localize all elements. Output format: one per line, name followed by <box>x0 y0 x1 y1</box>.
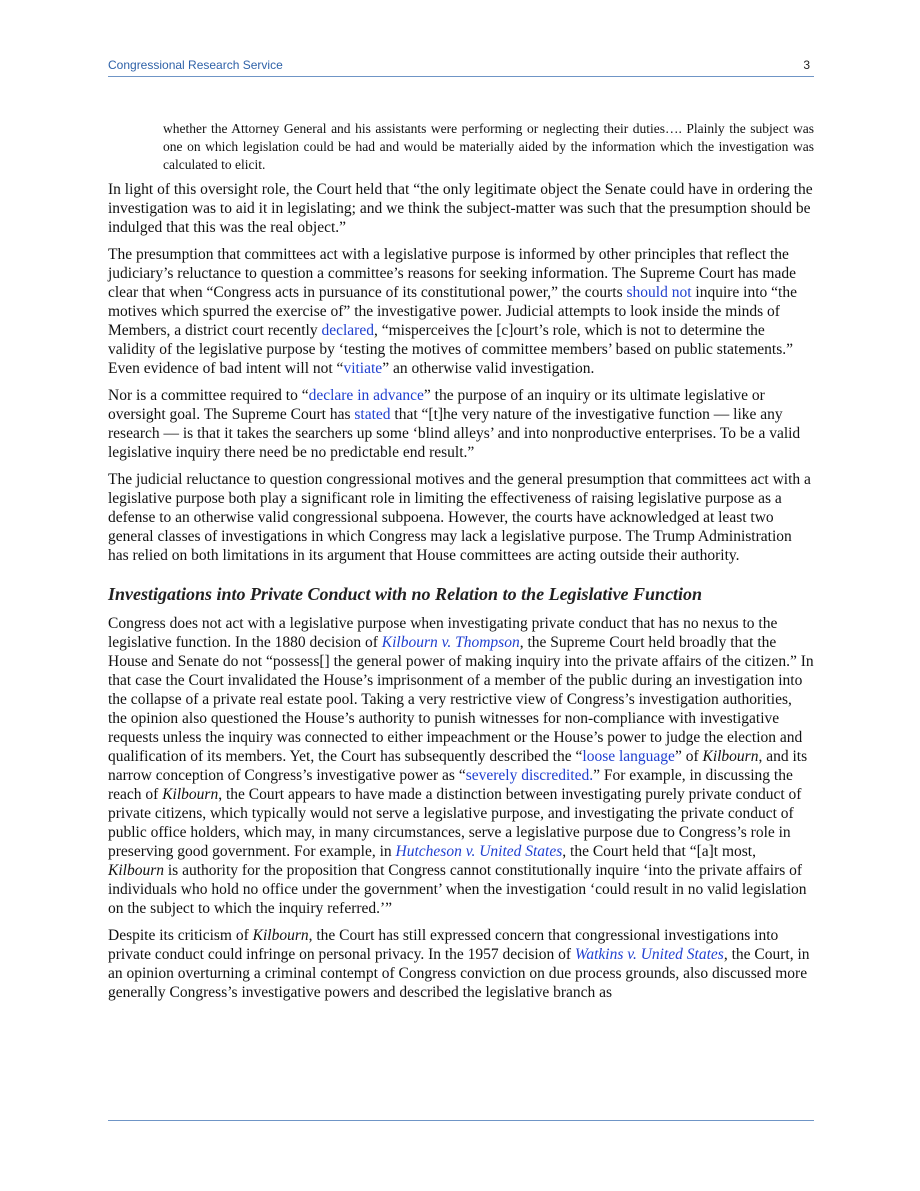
text-segment: , the Court held that “[a]t most, <box>562 843 756 860</box>
paragraph-3 <box>108 386 814 462</box>
text-segment: , the Court, in an opinion overturning a criminal contempt of Congress conviction on due process grounds, also discussed more generally Congress’s investigative powers and described the legislative branch as <box>108 946 810 1001</box>
text-segment: is authority for the proposition that Congress cannot constitutionally inquire ‘into the private affairs of individuals who hold no office under the government’ when the investigation ‘could result in no valid legislation on the subject to which the inquiry referred.’” <box>108 862 807 917</box>
text-segment: The presumption that committees act with a legislative purpose is informed by other principles that reflect the judiciary’s reluctance to question a committee’s reasons for seeking information. The Supreme Court has made clear that when “Congress acts in pursuance of its constitutional power,” the courts <box>108 246 796 301</box>
text-segment: ” the purpose of an inquiry or its ultimate legislative or oversight goal. The Supreme Court has <box>108 387 765 423</box>
paragraph-4: The judicial reluctance to question congressional motives and the general presumption that committees act with a legislative purpose both play a significant role in limiting the effectiveness of raising legislative purpose as a defense to an otherwise valid congressional subpoena. However, the courts have acknowledged at least two general classes of investigations in which Congress may lack a legislative purpose. The Trump Administration has relied on both limitations in its argument that House committees are acting outside their authority. <box>108 471 811 564</box>
link-watkins-v-united-states[interactable]: Watkins v. United States <box>574 946 724 963</box>
link-should-not[interactable]: should not <box>626 284 692 301</box>
page-number: 3 <box>803 58 810 72</box>
text-segment: that “[t]he very nature of the investigative function — like any research — is that it takes the searchers up some ‘blind alleys’ and into nonproductive enterprises. To be a valid legislative inquiry there need be no predictable end result.” <box>108 406 801 461</box>
text-segment: , and its narrow conception of Congress’s investigative power as “ <box>108 748 808 784</box>
header-org: Congressional Research Service <box>108 58 283 72</box>
text-segment: ” an otherwise valid investigation. <box>382 360 595 377</box>
link-severely-discredited[interactable]: severely discredited. <box>465 767 594 784</box>
paragraph-2 <box>108 245 814 378</box>
text-segment: , “misperceives the [c]ourt’s role, which is not to determine the validity of the legislative purpose by ‘testing the motives of committee members’ based on public statements.” Even evidence of bad intent will not “ <box>108 322 793 377</box>
block-quote: whether the Attorney General and his assistants were performing or neglecting their duties…. Plainly the subject was one on which legislation could be had and would be materially aided by the information which the investigation was calculated to elicit. <box>163 121 814 172</box>
footer-rule <box>108 1120 814 1121</box>
text-segment: ” For example, in discussing the reach of <box>108 767 793 803</box>
section-heading: Investigations into Private Conduct with no Relation to the Legislative Function <box>108 584 703 604</box>
link-declare-in-advance[interactable]: declare in advance <box>308 387 424 404</box>
paragraph-5 <box>108 614 814 918</box>
link-declared[interactable]: declared <box>321 322 374 339</box>
text-segment: inquire into “the motives which spurred the exercise of” the investigative power. Judicial attempts to look inside the minds of Members, a district court recently <box>108 284 797 339</box>
header-rule <box>108 76 814 77</box>
link-kilbourn-v-thompson[interactable]: Kilbourn v. Thompson <box>381 634 520 651</box>
case-name: Kilbourn <box>252 927 309 944</box>
text-segment: , the Supreme Court held broadly that the House and Senate do not “possess[] the general power of making inquiry into the private affairs of the citizen.” In that case the Court invalidated the House’s imprisonment of a member of the public during an investigation into the collapse of a private real estate pool. Taking a very restrictive view of Congress’s investigation authorities, the opinion also questioned the House’s authority to punish witnesses for non-compliance with investigative requests unless the inquiry was connected to either impeachment or the House’s power to judge the election and qualification of its members. Yet, the Court has subsequently described the “ <box>108 634 814 765</box>
text-segment: Nor is a committee required to “ <box>108 387 309 404</box>
case-name: Kilbourn <box>108 862 164 879</box>
link-stated[interactable]: stated <box>354 406 391 423</box>
link-hutcheson-v-united-states[interactable]: Hutcheson v. United States <box>395 843 563 860</box>
text-segment: ” of <box>674 748 703 765</box>
link-loose-language[interactable]: loose language <box>582 748 675 765</box>
paragraph-6 <box>108 926 814 1002</box>
text-segment: Despite its criticism of <box>108 927 253 944</box>
link-vitiate[interactable]: vitiate <box>343 360 383 377</box>
case-name: Kilbourn <box>162 786 219 803</box>
page-body <box>108 120 814 1010</box>
text-segment: Congress does not act with a legislative purpose when investigating private conduct that has no nexus to the legislative function. In the 1880 decision of <box>108 615 778 651</box>
paragraph-1: In light of this oversight role, the Court held that “the only legitimate object the Senate could have in ordering the investigation was to aid it in legislating; and we think the subject-matter was such that the presumption should be indulged that this was the real object.” <box>108 181 813 236</box>
running-header <box>108 58 814 76</box>
text-segment: , the Court appears to have made a distinction between investigating purely private conduct of private citizens, which typically would not serve a legislative purpose, and investigating the private conduct of public office holders, which may, in many circumstances, serve a legislative purpose due to Congress’s role in preserving good government. For example, in <box>108 786 802 860</box>
text-segment: , the Court has still expressed concern that congressional investigations into private conduct could infringe on personal privacy. In the 1957 decision of <box>108 927 779 963</box>
case-name: Kilbourn <box>702 748 759 765</box>
